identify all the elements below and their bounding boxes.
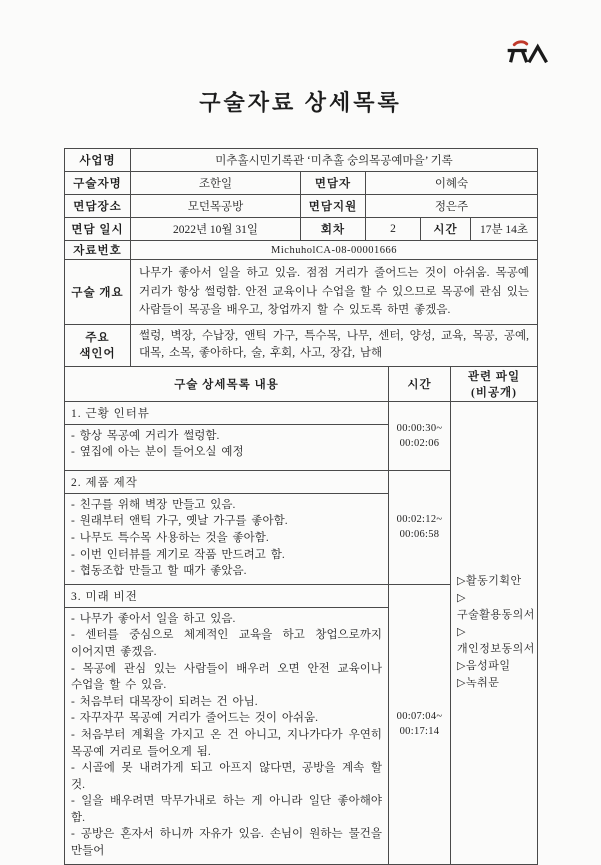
detail-item: - 자꾸자꾸 목공예 거리가 줄어드는 것이 아쉬움. [71,712,319,725]
section-1-time [389,401,451,470]
content-header: 구술 상세목록 내용 [65,366,389,401]
list-item: 00:07:04~ [396,711,443,723]
related-file-item: ▷개인정보동의서 [457,626,535,656]
keywords-label: 주요 색인어 [65,324,131,366]
detail-item: - 협동조합 만들고 할 때가 좋았음. [71,565,247,578]
detail-item: - 나무가 좋아서 일을 하고 있음. [71,612,236,625]
detail-table [64,366,538,865]
section-1-title: 1. 근황 인터뷰 [65,401,389,424]
table-row [65,241,538,260]
support-value: 정은주 [366,195,538,218]
related-file-item: ▷활동기획안 [457,575,522,588]
detail-item: - 목공에 관심 있는 사람들이 배우러 오면 안전 교육이나 수업을 할 수 있음. [71,662,382,692]
material-no-label: 자료번호 [65,241,131,260]
section-2-time [389,470,451,584]
table-row [65,401,538,424]
section-3-time [389,584,451,864]
list-item: 00:00:30~ [396,422,443,434]
section-3-items [65,607,389,864]
interviewer-value: 이혜숙 [366,172,538,195]
files-header: 관련 파일(비공개) [451,366,538,401]
institution-logo-icon [504,38,548,66]
section-2-title: 2. 제품 제작 [65,470,389,493]
time-header: 시간 [389,366,451,401]
detail-item: - 처음부터 대목장이 되려는 건 아님. [71,695,258,708]
narrator-label: 구술자명 [65,172,131,195]
info-table [64,148,538,367]
session-label: 회차 [301,218,366,241]
section-3-title: 3. 미래 비전 [65,584,389,607]
related-file-item: ▷녹취문 [457,677,500,690]
summary-value: 나무가 좋아서 일을 하고 있음. 점점 거리가 줄어드는 것이 아쉬움. 목공예 거리가 항상 썰렁함. 안전 교육이나 수업을 할 수 있으므로 목공에 관심 있는 사람들이 목공을 배우고, 창업까지 할 수 있도록 하면 좋겠음. [131,260,538,325]
section-1-items [65,424,389,470]
keywords-value: 썰렁, 벽장, 수납장, 앤틱 가구, 특수목, 나무, 센터, 양성, 교육, 목공, 공예, 대목, 소목, 좋아하다, 술, 후회, 사고, 장갑, 남해 [131,324,538,366]
detail-item: - 공방은 혼자서 하니까 자유가 있음. 손님이 원하는 물건을 만들어 [71,828,382,858]
related-file-item: ▷구술활용동의서 [457,592,535,622]
date-value: 2022년 10월 31일 [131,218,301,241]
date-label: 면담 일시 [65,218,131,241]
detail-item: - 센터를 중심으로 체계적인 교육을 하고 창업으로까지 이어지면 좋겠음. [71,629,382,658]
table-row [65,195,538,218]
list-item: 00:02:12~ [396,514,443,526]
table-row [65,218,538,241]
detail-item: - 시골에 못 내려가게 되고 아프지 않다면, 공방을 계속 할 것. [71,762,382,791]
material-no-value: MichuholCA-08-00001666 [131,241,538,260]
project-value: 미추홀시민기록관 ‘미추홀 숭의목공예마을’ 기록 [131,149,538,172]
detail-item: - 항상 목공예 거리가 썰렁함. [71,429,220,442]
session-value: 2 [366,218,421,241]
support-label: 면담지원 [301,195,366,218]
table-row [65,260,538,325]
detail-item: - 옆집에 아는 분이 들어오실 예정 [71,446,244,459]
project-label: 사업명 [65,149,131,172]
list-item: 00:06:58 [399,529,440,541]
place-value: 모던목공방 [131,195,301,218]
duration-label: 시간 [421,218,471,241]
related-file-item: ▷음성파일 [457,660,511,673]
narrator-value: 조한일 [131,172,301,195]
place-label: 면담장소 [65,195,131,218]
detail-item: - 원래부터 앤틱 가구, 옛날 가구를 좋아함. [71,515,288,528]
table-row [65,172,538,195]
duration-value: 17분 14초 [471,218,538,241]
detail-item: - 이번 인터뷰를 계기로 작품 만드려고 함. [71,548,285,561]
table-row [65,149,538,172]
list-item: 00:02:06 [399,437,440,449]
detail-item: - 친구를 위해 벽장 만들고 있음. [71,498,236,511]
detail-item: - 일을 배우려면 막무가내로 하는 게 아니라 일단 좋아해야 함. [71,795,382,824]
related-files-list [451,401,538,864]
list-item: 00:17:14 [399,726,440,738]
interviewer-label: 면담자 [301,172,366,195]
summary-label: 구술 개요 [65,260,131,325]
page-title: 구술자료 상세목록 [199,90,402,115]
table-row [65,366,538,401]
detail-item: - 처음부터 계획을 가지고 온 건 아니고, 지나가다가 우연히 목공예 거리로 들어오게 됨. [71,728,382,758]
table-row [65,324,538,366]
section-2-items [65,493,389,584]
detail-item: - 나무도 특수목 사용하는 것을 좋아함. [71,531,269,544]
